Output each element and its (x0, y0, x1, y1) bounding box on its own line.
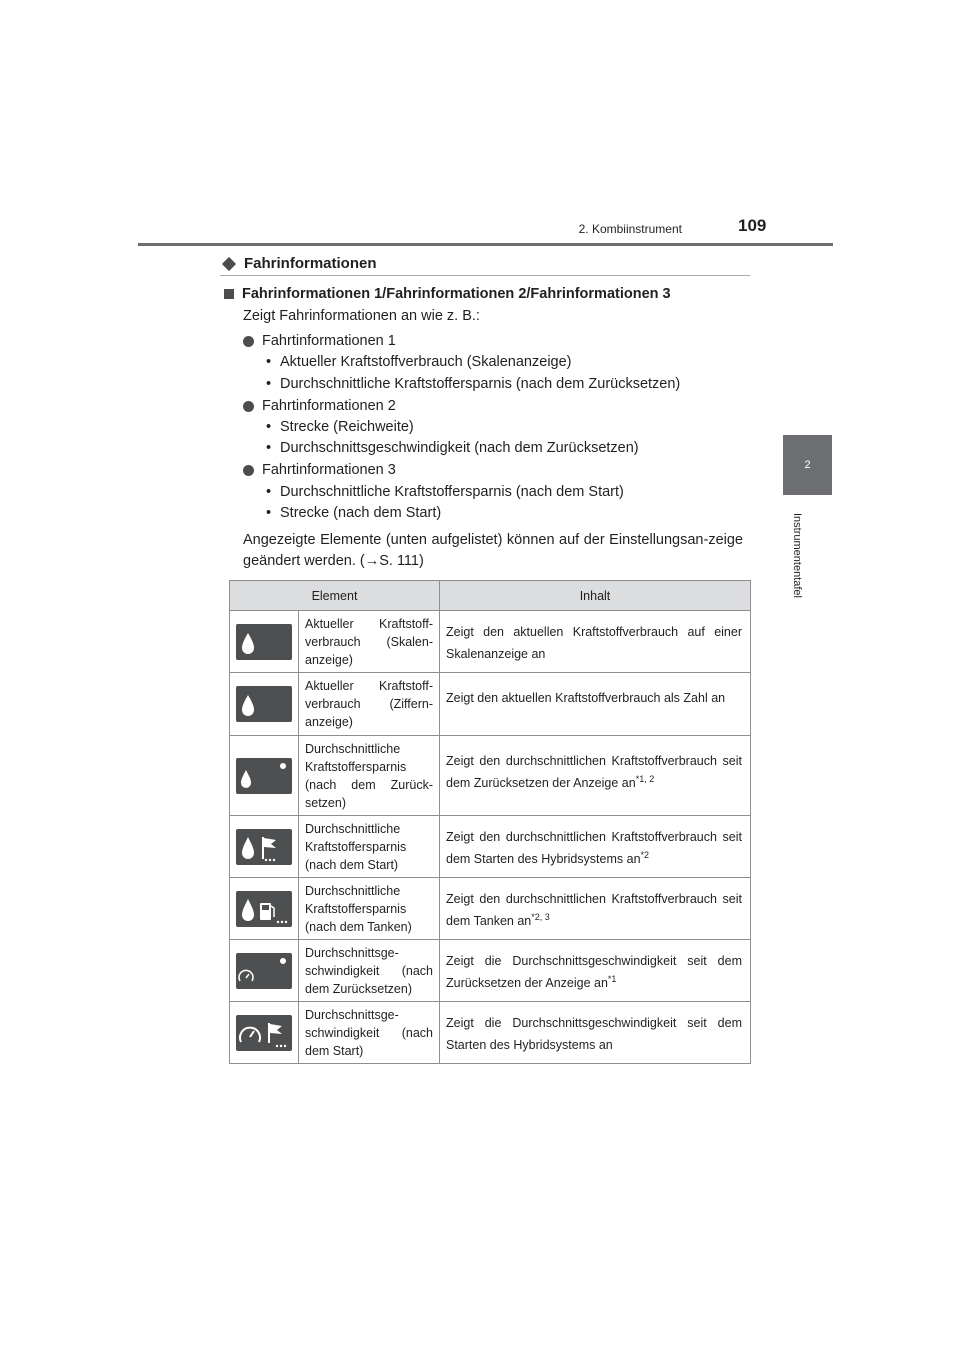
table-row (230, 673, 751, 736)
description-text: Zeigt den durchschnittlichen Kraftstoffverbrauch seit dem Starten des Hybridsystems an (446, 830, 742, 867)
list-item: • Strecke (Reichweite) (266, 419, 414, 435)
header-rule (138, 243, 833, 246)
icon-cell (230, 1002, 299, 1064)
element-description (440, 816, 751, 878)
element-description (440, 878, 751, 940)
chapter-title: 2. Kombiinstrument (578, 222, 682, 236)
side-tab-label: Instrumententafel (791, 512, 803, 598)
icon-cell (230, 940, 299, 1002)
footnote-ref: *2 (640, 850, 650, 860)
subsection-heading-text: Fahrinformationen 1/Fahrinformationen 2/Fahrinformationen 3 (242, 286, 671, 302)
fuel-drop-icon (236, 686, 292, 722)
list-item: • Durchschnittsgeschwindigkeit (nach dem Zurücksetzen) (266, 440, 639, 456)
info-table (229, 580, 751, 1064)
icon-cell (230, 673, 299, 736)
speedometer-flag-icon (236, 1015, 292, 1051)
description-text: Zeigt den aktuellen Kraftstoffverbrauch als Zahl an (446, 691, 726, 706)
page-number: 109 (738, 216, 767, 235)
description-text: Zeigt den durchschnittlichen Kraftstoffverbrauch seit dem Zurücksetzen der Anzeige an (446, 754, 742, 791)
table-row (230, 940, 751, 1002)
group-title: Fahrtinformationen 2 (262, 398, 396, 414)
fuel-drop-flag-icon (236, 829, 292, 865)
element-name: Durchschnittsge-schwindigkeit (nach dem Zurücksetzen) (299, 940, 440, 1002)
element-description (440, 611, 751, 673)
list-item: • Aktueller Kraftstoffverbrauch (Skalenanzeige) (266, 354, 572, 370)
footnote-ref: *2, 3 (531, 912, 550, 922)
side-tab-number: 2 (804, 459, 811, 471)
element-name: Durchschnittsge-schwindigkeit (nach dem Start) (299, 1002, 440, 1064)
list-item: • Durchschnittliche Kraftstoffersparnis (nach dem Zurücksetzen) (266, 376, 680, 392)
table-row (230, 1002, 751, 1064)
footnote-ref: *1 (607, 974, 617, 984)
icon-cell (230, 736, 299, 816)
table-row (230, 816, 751, 878)
element-description (440, 673, 751, 736)
table-header-element: Element (230, 581, 440, 611)
element-name: Aktueller Kraftstoff-verbrauch (Ziffern-anzeige) (299, 673, 440, 736)
table-row (230, 736, 751, 816)
table-row (230, 611, 751, 673)
table-header-content: Inhalt (440, 581, 751, 611)
bullet-dot-icon (243, 465, 254, 476)
element-description (440, 1002, 751, 1064)
group-title: Fahrtinformationen 1 (262, 333, 396, 349)
footnote-ref: *1, 2 (635, 774, 655, 784)
bullet-dot-icon (243, 401, 254, 412)
intro-text: Zeigt Fahrinformationen an wie z. B.: (243, 308, 480, 324)
side-tab (783, 435, 832, 495)
description-text: Zeigt den durchschnittlichen Kraftstoffverbrauch seit dem Tanken an (446, 892, 742, 929)
fuel-drop-reset-icon (236, 758, 292, 794)
group-heading (243, 462, 396, 478)
element-description (440, 940, 751, 1002)
icon-cell (230, 611, 299, 673)
element-name: Durchschnittliche Kraftstoffersparnis (nach dem Tanken) (299, 878, 440, 940)
element-description (440, 736, 751, 816)
icon-cell (230, 816, 299, 878)
group-heading (243, 398, 396, 414)
group-heading (243, 333, 396, 349)
element-name: Aktueller Kraftstoff-verbrauch (Skalen-anzeige) (299, 611, 440, 673)
settings-note: Angezeigte Elemente (unten aufgelistet) können auf der Einstellungsan-zeige geändert werden. (→S. 111) (243, 532, 743, 569)
fuel-drop-pump-icon (236, 891, 292, 927)
diamond-icon (222, 256, 236, 270)
description-text: Zeigt die Durchschnittsgeschwindigkeit seit dem Starten des Hybridsystems an (446, 1016, 742, 1053)
group-title: Fahrtinformationen 3 (262, 462, 396, 478)
table-row (230, 878, 751, 940)
list-item: • Durchschnittliche Kraftstoffersparnis (nach dem Start) (266, 484, 624, 500)
element-name: Durchschnittliche Kraftstoffersparnis (nach dem Zurück-setzen) (299, 736, 440, 816)
list-item: • Strecke (nach dem Start) (266, 505, 441, 521)
square-bullet-icon (224, 289, 234, 299)
table-header-row (230, 581, 751, 611)
description-text: Zeigt die Durchschnittsgeschwindigkeit seit dem Zurücksetzen der Anzeige an (446, 954, 742, 991)
element-name: Durchschnittliche Kraftstoffersparnis (nach dem Start) (299, 816, 440, 878)
speedometer-reset-icon (236, 953, 292, 989)
section-heading (220, 252, 750, 276)
fuel-drop-icon (236, 624, 292, 660)
description-text: Zeigt den aktuellen Kraftstoffverbrauch auf einer Skalenanzeige an (446, 625, 742, 662)
bullet-dot-icon (243, 336, 254, 347)
section-heading-text: Fahrinformationen (244, 255, 377, 272)
icon-cell (230, 878, 299, 940)
subsection-heading (224, 286, 671, 302)
